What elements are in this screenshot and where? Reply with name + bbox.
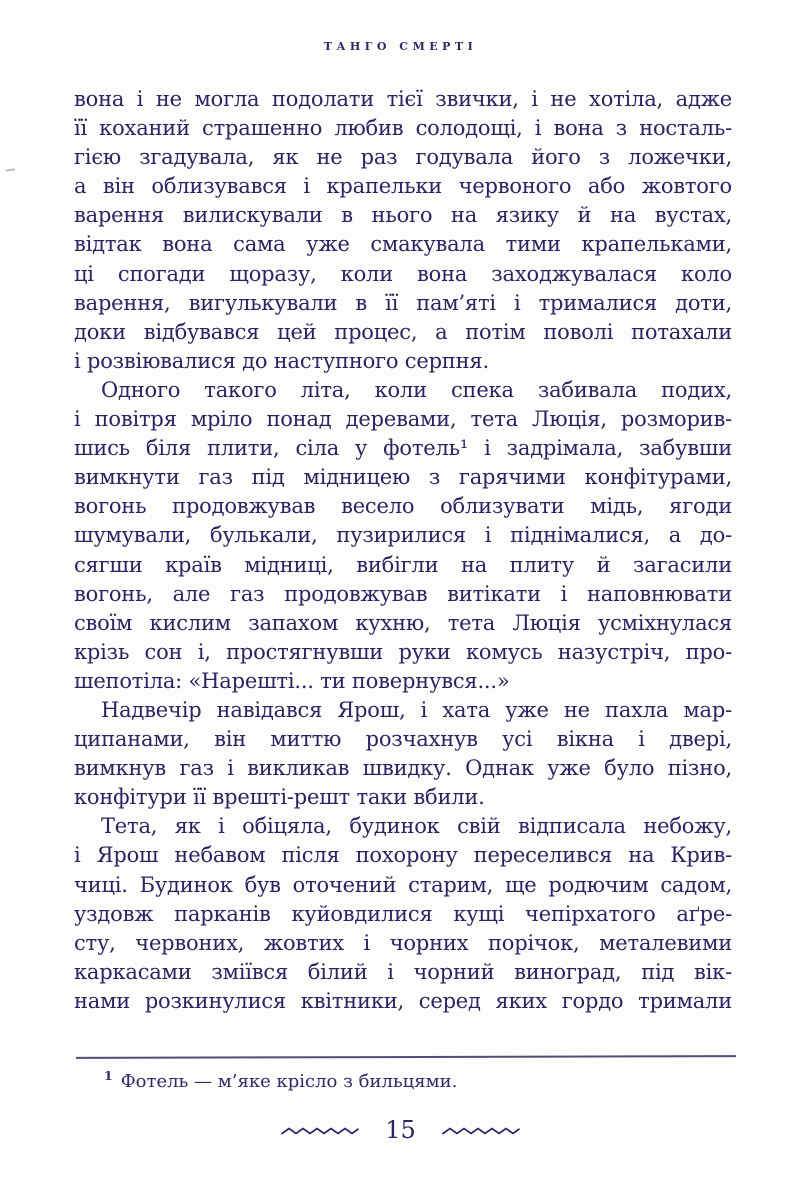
paragraph [74,812,732,1016]
text-line: Одного такого літа, коли спека забивала подих, [101,377,732,402]
body-text [74,85,732,1016]
running-title: ТАНГО СМЕРТІ [323,40,478,53]
text-line: ці спогади щоразу, коли вона заходжувалася коло [74,261,732,286]
text-line: конфітури її врешті-решт таки вбили. [74,785,485,810]
text-line: доки відбувався цей процес, а потім поволі потахали [74,319,732,344]
text-line: відтак вона сама уже смакувала тими крапельками, [74,232,732,257]
text-line: і Ярош небавом після похорону переселився на Крив- [74,843,732,868]
text-line: сту, червоних, жовтих і чорних порічок, металевими [74,930,732,955]
text-line: сягши країв мідниці, вибігли на плиту й загасили [74,552,732,577]
text-line: Тета, як і обіцяла, будинок свій відписала небожу, [101,814,732,839]
paragraph [74,85,732,376]
footnote-text: Фотель — м’яке крісло з бильцями. [120,1071,458,1092]
text-line: вимкнув газ і викликав швидку. Однак уже було пізно, [74,756,732,781]
text-line: вогонь продовжував весело облизувати мідь, ягоди [74,494,732,519]
text-line: і повітря мріло понад деревами, тета Люція, розморив- [74,407,732,432]
text-line: варення, вигулькували в її пам’яті і трималися доти, [74,290,732,315]
scan-mark-artifact [6,168,15,171]
text-line: чиці. Будинок був оточений старим, ще родючим садом, [74,872,732,897]
text-line: уздовж парканів куйовдилися кущі чепірхатого аґре- [74,901,732,926]
footnote-marker: 1 [104,1068,113,1083]
footnote-rule [76,1055,736,1058]
text-line: шись біля плити, сіла у фотель¹ і задрімала, забувши [74,436,732,461]
squiggle-ornament-left-icon [281,1125,359,1137]
squiggle-ornament-right-icon [442,1125,520,1137]
text-line: ципанами, він миттю розчахнув усі вікна і двері, [74,727,732,752]
page-footer [0,1118,801,1144]
text-line: її коханий страшенно любив солодощі, і вона з носталь- [74,116,732,141]
text-line: вона і не могла подолати тієї звички, і не хотіла, адже [74,87,732,111]
page-number: 15 [385,1116,416,1144]
text-line: і розвіювалися до наступного серпня. [74,348,489,373]
text-line: своїм кислим запахом кухню, тета Люція усміхнулася [74,610,732,635]
text-line: вимкнути газ під мідницею з гарячими конфітурами, [74,465,732,490]
text-line: вогонь, але газ продовжував витікати і наповнювати [74,581,732,606]
footnote [74,1064,724,1094]
text-line: гією згадувала, як не раз годувала його з ложечки, [74,145,732,170]
text-line: нами розкинулися квітники, серед яких гордо тримали [74,988,732,1013]
text-line: Надвечір навідався Ярош, і хата уже не пахла мар- [101,697,732,722]
text-line: шепотіла: «Нарешті... ти повернувся...» [74,668,510,693]
text-line: каркасами зміївся білий і чорний виноград, під вік- [74,959,732,984]
text-line: а він облизувався і крапельки червоного або жовтого [74,174,732,199]
text-line: варення вилискували в нього на язику й на вустах, [74,203,732,228]
text-line: шумували, булькали, пузирилися і піднімалися, а до- [74,523,732,548]
paragraph [74,696,732,812]
text-line: крізь сон і, простягнувши руки комусь назустріч, про- [74,639,732,664]
paragraph [74,376,732,696]
